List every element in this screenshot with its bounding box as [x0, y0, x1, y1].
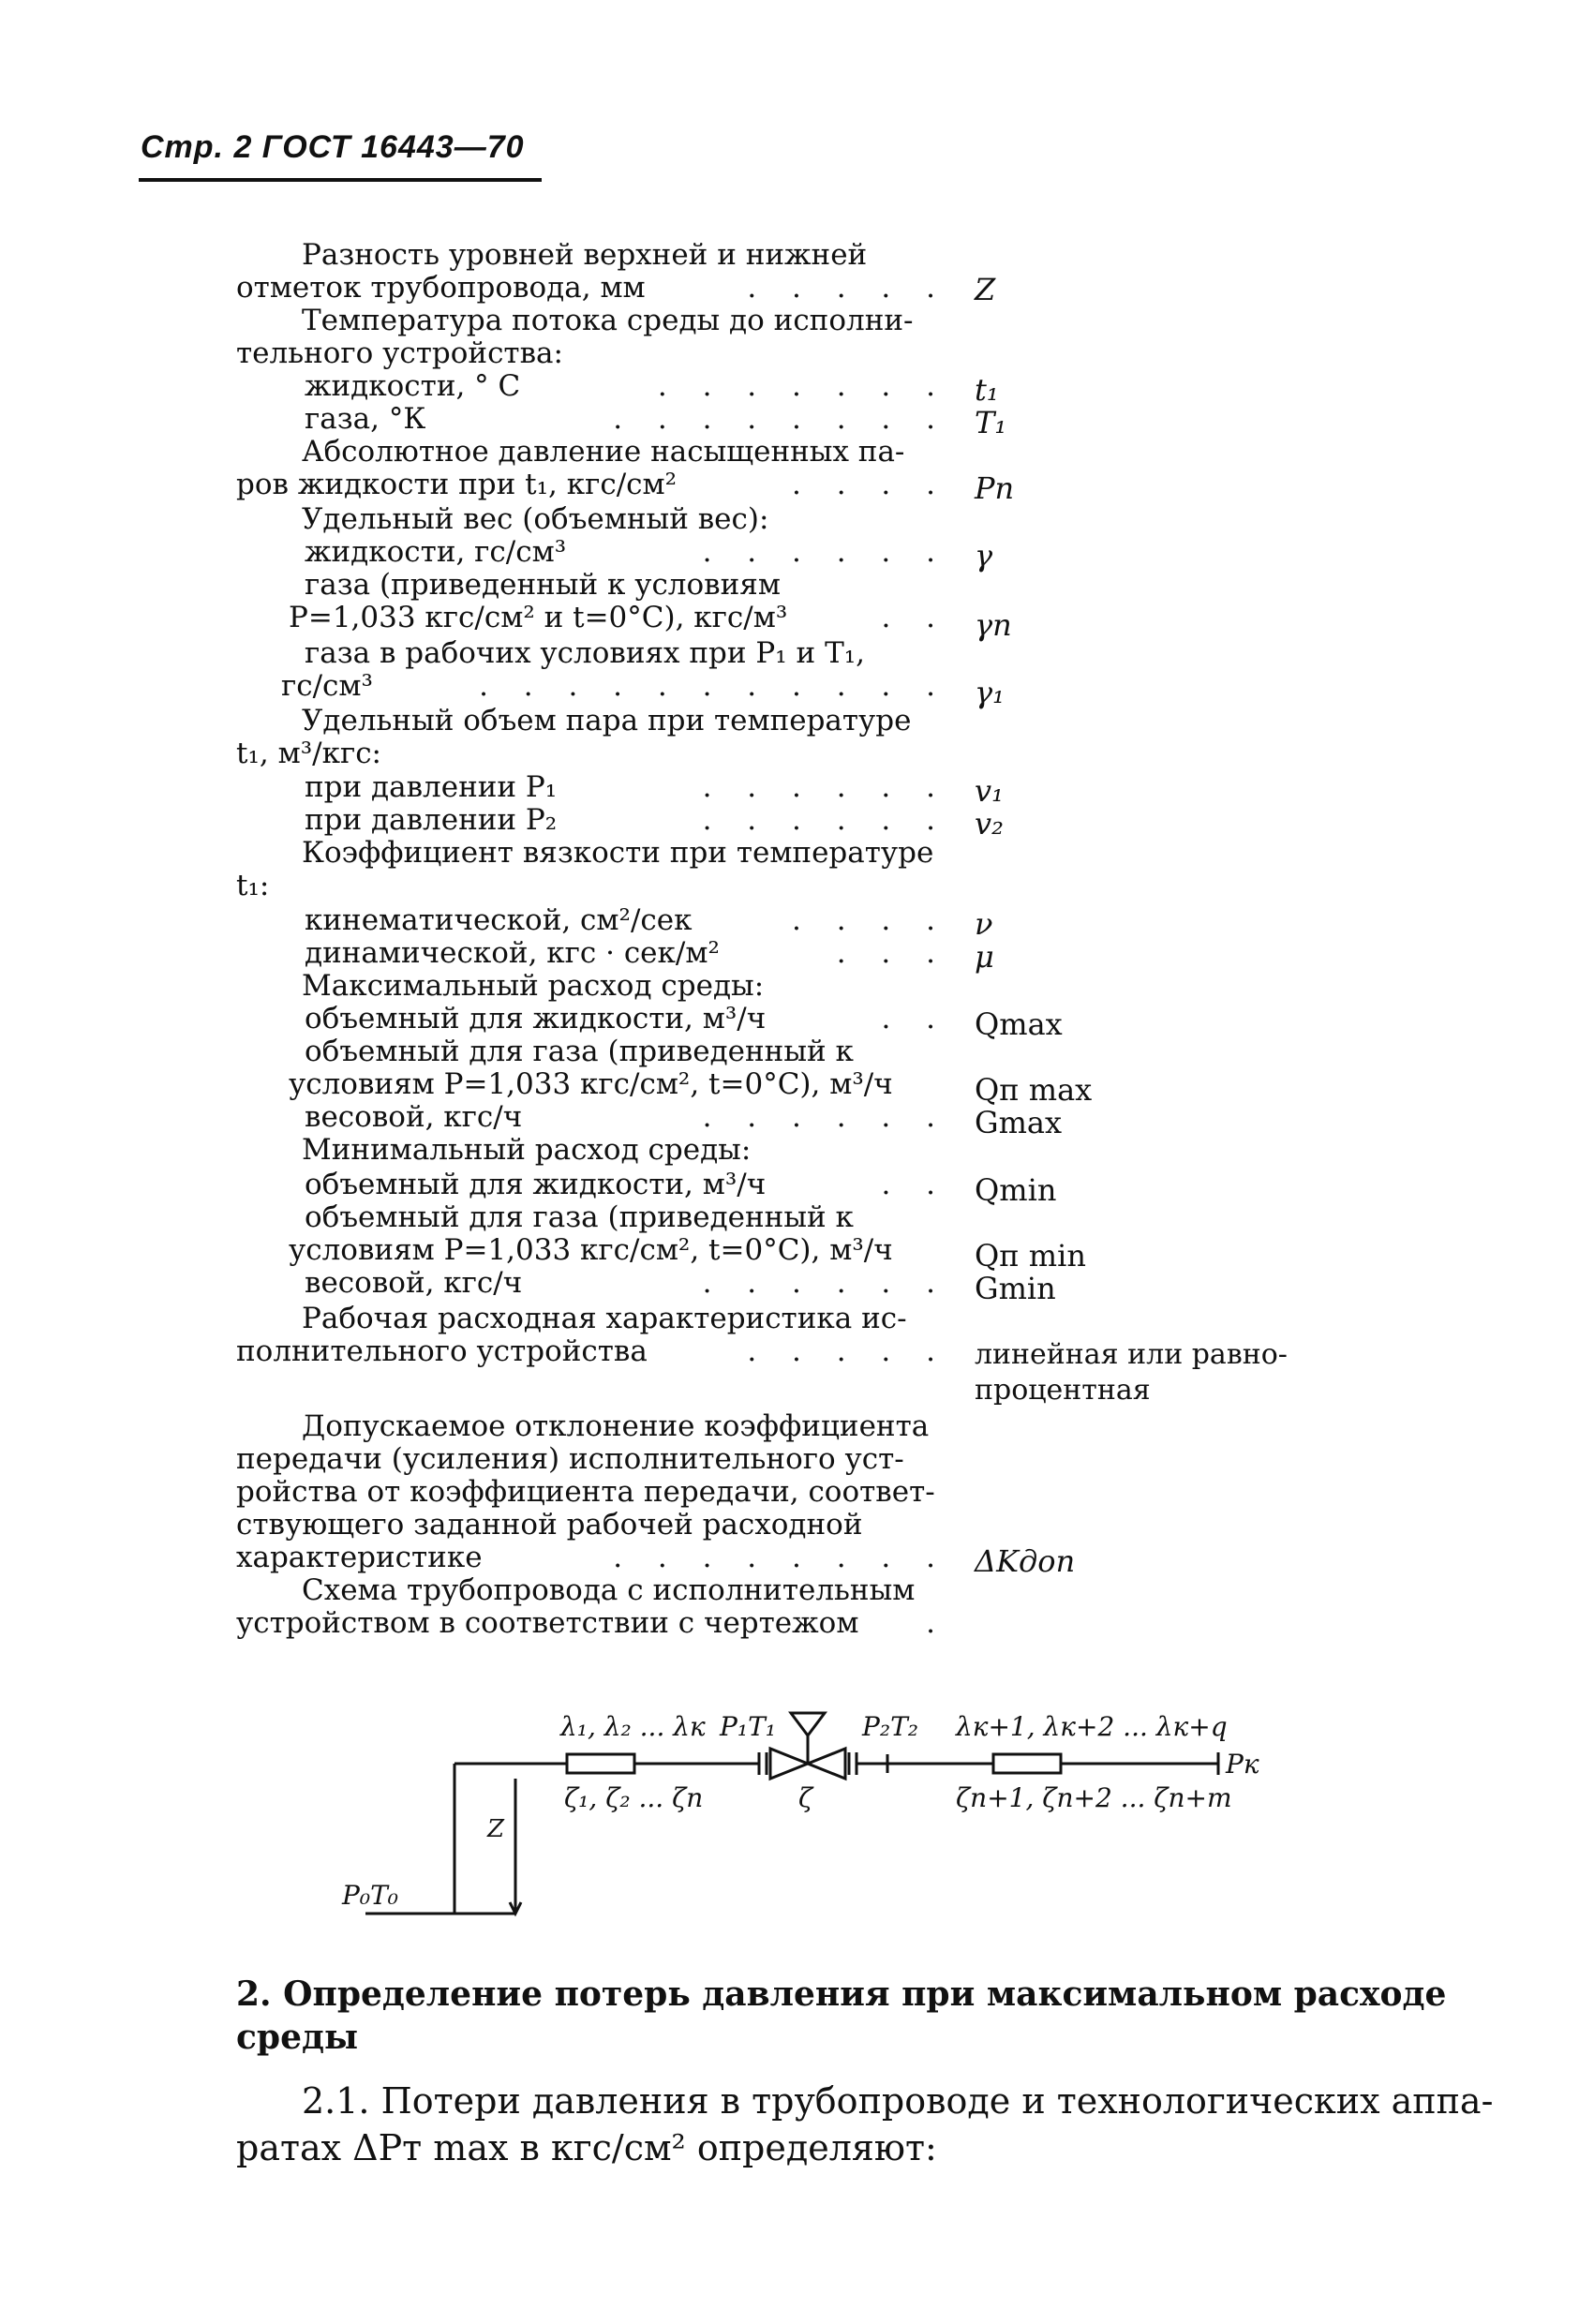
param-symbol: γ [975, 538, 993, 574]
label-zeta-left: ζ₁, ζ₂ ... ζn [564, 1782, 704, 1813]
page-header: Стр. 2 ГОСТ 16443—70 [141, 129, 525, 165]
valve-right [808, 1749, 845, 1779]
param-text: передачи (усиления) исполнительного уст- [236, 1442, 904, 1476]
section-title-line: среды [236, 2018, 359, 2057]
param-text: тельного устройства: [236, 336, 563, 370]
param-text: объемный для жидкости, м³/ч . . [305, 1002, 948, 1035]
param-symbol: Pп [975, 470, 1015, 506]
param-text: Рабочая расходная характеристика ис- [302, 1302, 907, 1335]
param-text: условиям P=1,033 кгс/см², t=0°С), м³/ч [289, 1233, 893, 1267]
param-text: газа (приведенный к условиям [305, 568, 781, 602]
param-symbol: ν [975, 906, 993, 942]
param-text: при давлении P₁ . . . . . . [305, 770, 948, 804]
param-symbol: ΔKдоп [975, 1543, 1076, 1579]
param-text: кинематической, см²/сек . . . . [305, 903, 948, 937]
section-2-title [236, 1973, 1454, 2059]
param-text: весовой, кгс/ч . . . . . . [305, 1100, 948, 1134]
param-text: Минимальный расход среды: [302, 1133, 752, 1167]
section-title-line: 2. Определение потерь давления при максимальном расходе [236, 1974, 1447, 2014]
param-text: условиям P=1,033 кгс/см², t=0°С), м³/ч [289, 1067, 893, 1101]
param-text: жидкости, ° С . . . . . . . [305, 369, 948, 403]
label-zeta-right: ζn+1, ζn+2 ... ζn+m [956, 1782, 1232, 1813]
param-text: полнительного устройства . . . . . [236, 1334, 948, 1368]
param-symbol: v₂ [975, 806, 1004, 842]
param-text: t₁, м³/кгс: [236, 737, 381, 770]
label-p1t1: P₁T₁ [720, 1711, 776, 1742]
param-text: газа в рабочих условиях при P₁ и T₁, [305, 636, 866, 670]
param-text: динамической, кгс · сек/м² . . . [305, 936, 948, 970]
header-rule [139, 178, 542, 182]
param-text: весовой, кгс/ч . . . . . . [305, 1266, 948, 1300]
paragraph-2-1-line2: ратах ΔPт max в кгс/см² определяют: [236, 2127, 937, 2168]
valve-left [770, 1749, 808, 1779]
param-symbol: T₁ [975, 405, 1007, 440]
param-text: Абсолютное давление насыщенных па- [302, 435, 905, 469]
param-text: ройства от коэффициента передачи, соответ- [236, 1475, 935, 1509]
param-symbol: t₁ [975, 372, 999, 408]
param-text: t₁: [236, 869, 270, 902]
label-p0t0: P₀T₀ [342, 1880, 398, 1911]
param-text: Удельный объем пара при температуре [302, 704, 912, 737]
param-symbol: Gmax [975, 1105, 1063, 1140]
param-text: жидкости, гс/см³ . . . . . . [305, 535, 948, 569]
param-symbol: γп [975, 607, 1012, 643]
param-text: объемный для жидкости, м³/ч . . [305, 1168, 948, 1201]
param-text: устройством в соответствии с чертежом . [236, 1606, 948, 1640]
param-text: газа, °К . . . . . . . . [305, 402, 948, 436]
label-zeta-valve: ζ [798, 1782, 813, 1813]
param-text: при давлении P₂ . . . . . . [305, 803, 948, 837]
label-p2t2: P₂T₂ [862, 1711, 918, 1742]
param-symbol: Qmin [975, 1172, 1057, 1208]
label-lambda-right: λк+1, λк+2 ... λк+q [956, 1711, 1228, 1742]
param-symbol: Qп min [975, 1238, 1086, 1274]
param-text: Максимальный расход среды: [302, 969, 765, 1003]
param-text: ров жидкости при t₁, кгс/см² . . . . [236, 468, 948, 501]
param-text: Разность уровней верхней и нижней [302, 238, 868, 272]
param-text: объемный для газа (приведенный к [305, 1200, 854, 1234]
param-text: P=1,033 кгс/см² и t=0°С), кгс/м³ . . [289, 601, 948, 634]
param-text: Схема трубопровода с исполнительным [302, 1573, 916, 1607]
param-symbol: v₁ [975, 773, 1004, 809]
label-lambda-left: λ₁, λ₂ ... λк [560, 1711, 706, 1742]
param-text: Температура потока среды до исполни- [302, 304, 914, 337]
param-text: ствующего заданной рабочей расходной [236, 1508, 863, 1542]
resistance-right [993, 1754, 1061, 1773]
param-text: Допускаемое отклонение коэффициента [302, 1409, 930, 1443]
param-text: Удельный вес (объемный вес): [302, 502, 769, 536]
resistance-left [567, 1754, 634, 1773]
label-pk: Pк [1226, 1749, 1259, 1780]
param-symbol: линейная или равно-процентная [975, 1338, 1288, 1407]
param-symbol: μ [975, 939, 994, 975]
valve-actuator [791, 1713, 825, 1736]
param-symbol: Gmin [975, 1271, 1056, 1306]
param-text: Коэффициент вязкости при температуре [302, 836, 934, 870]
param-symbol: Z [975, 272, 996, 307]
param-symbol: Qп max [975, 1072, 1093, 1108]
label-z: Z [487, 1815, 505, 1843]
param-text: характеристике . . . . . . . . [236, 1541, 948, 1574]
pipeline-diagram [319, 1696, 1284, 1940]
param-text: объемный для газа (приведенный к [305, 1035, 854, 1068]
param-symbol: Qmax [975, 1006, 1063, 1042]
param-text: гс/см³ . . . . . . . . . . . [281, 669, 948, 703]
paragraph-2-1-line1: 2.1. Потери давления в трубопроводе и технологических аппа- [302, 2080, 1494, 2122]
param-text: отметок трубопровода, мм . . . . . [236, 271, 948, 305]
param-symbol: γ₁ [975, 675, 1005, 710]
